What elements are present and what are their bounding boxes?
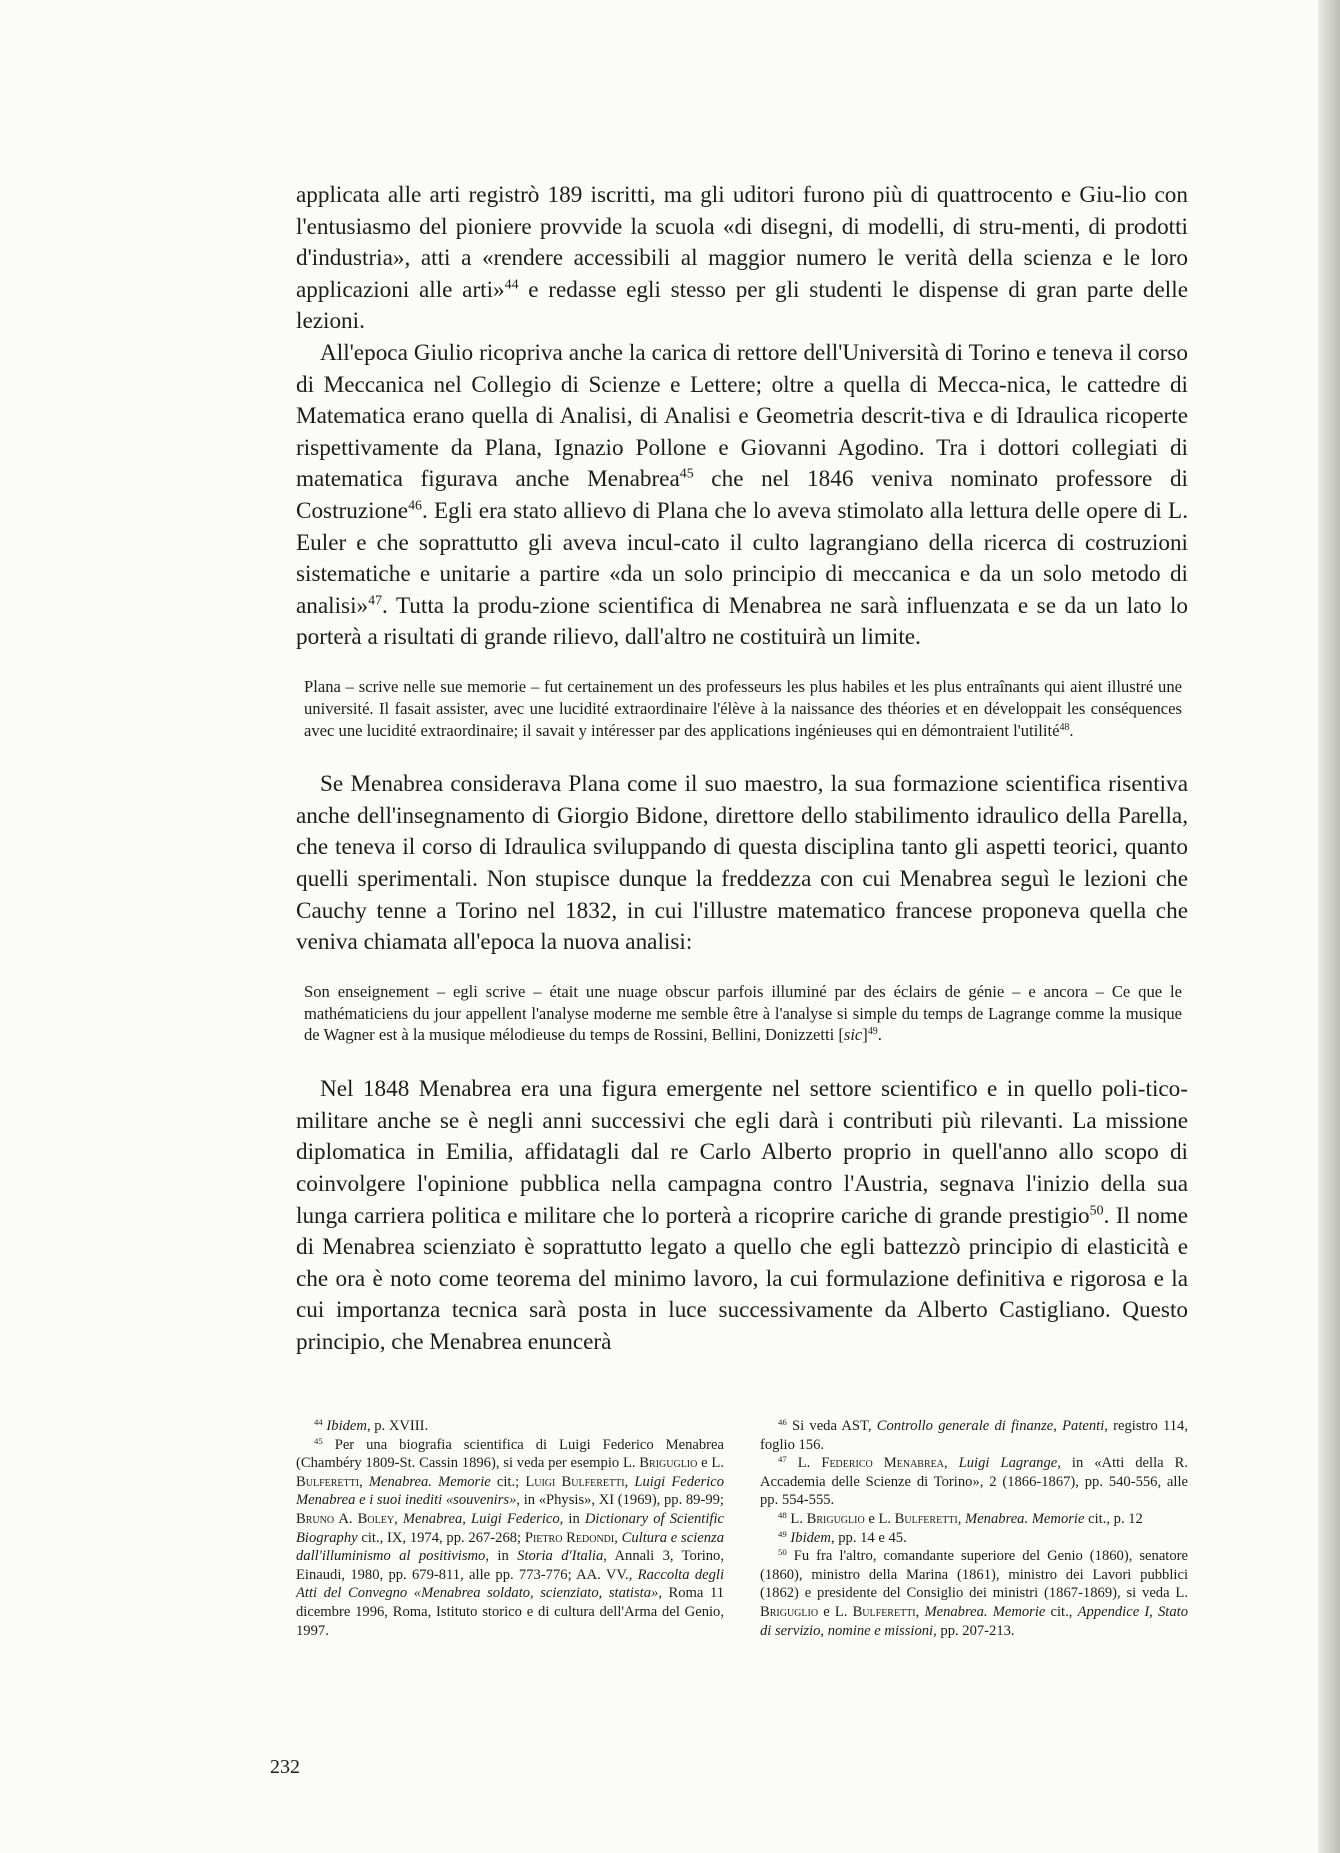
- paragraph-2: All'epoca Giulio ricopriva anche la carica di rettore dell'Università di Torino e teneva il corso di Meccanica nel Collegio di Scienze e Lettere; oltre a quella di Mecca-nica, le cattedre di Matematica erano quella di Analisi, di Analisi e Geometria descrit-tiva e di Idraulica ricoperte rispettivamente da Plana, Ignazio Pollone e Giovanni Agodino. Tra i dottori collegiati di matematica figurava anche Menabrea$^{45}$ che nel 1846 veniva nominato professore di Costruzione$^{46}$. Egli era stato allievo di Plana che lo aveva stimolato alla lettura delle opere di L. Euler e che soprattutto gli aveva incul-cato il culto lagrangiano della ricerca di costruzioni sistematiche e unitarie a partire «da un solo principio di meccanica e da un solo metodo di analisi»$^{47}$. Tutta la produ-zione scientifica di Menabrea ne sarà influenzata e se da un lato lo porterà a risultati di grande rilievo, dall'altro ne costituirà un limite.: [296, 339, 1188, 651]
- footnote-ref-44[interactable]: 44: [504, 277, 519, 293]
- footnotes: [296, 1417, 1188, 1640]
- footnote-48: $^{48}$ L. Briguglio e L. Bulferetti, Menabrea. Memorie cit., p. 12: [778, 1509, 1143, 1527]
- footnote-45: $^{45}$ Per una biografia scientifica di Luigi Federico Menabrea (Chambéry 1809-St. Cassin 1896), si veda per esempio L. Briguglio e L. Bulferetti, Menabrea. Memorie cit.; Luigi Bulferetti, Luigi Federico Menabrea e i suoi inediti «souvenirs», in «Physis», XI (1969), pp. 89-99; Bruno A. Boley, Menabrea, Luigi Federico, in Dictionary of Scientific Biography cit., IX, 1974, pp. 267-268; Pietro Redondi, Cultura e scienza dall'illuminismo al positivismo, in Storia d'Italia, Annali 3, Torino, Einaudi, 1980, pp. 679-811, alle pp. 773-776; AA. VV., Raccolta degli Atti del Convegno «Menabrea soldato, scienziato, statista», Roma 11 dicembre 1996, Roma, Istituto storico e di cultura dell'Arma del Genio, 1997.: [296, 1435, 724, 1639]
- footnote-49: $^{49}$ Ibidem, pp. 14 e 45.: [778, 1528, 907, 1546]
- footnote-ref-46[interactable]: 46: [408, 498, 422, 514]
- block-quote-2: Son enseignement – egli scrive – était une nuage obscur parfois illuminé par des éclairs de génie – e ancora – Ce que le mathématiciens du jour appellent l'analyse moderne me semble être à l'analyse si simple du temps de Lagrange comme la musique de Wagner est à la musique mélodieuse du temps de Rossini, Bellini, Donizzetti [sic]$^{49}$.: [304, 981, 1182, 1045]
- footnote-50: $^{50}$ Fu fra l'altro, comandante superiore del Genio (1860), senatore (1860), ministro della Marina (1861), ministro dei Lavori pubblici (1862) e presidente del Consiglio dei ministri (1867-1869), si veda L. Briguglio e L. Bulferetti, Menabrea. Memorie cit., Appendice I, Stato di servizio, nomine e missioni, pp. 207-213.: [760, 1546, 1188, 1639]
- page-number: 232: [270, 1756, 300, 1778]
- footnotes-column-left: [296, 1417, 724, 1640]
- footnote-46: $^{46}$ Si veda AST, Controllo generale di finanze, Patenti, registro 114, foglio 156.: [760, 1416, 1188, 1453]
- footnote-ref-50[interactable]: 50: [1089, 1203, 1104, 1219]
- paragraph-1: applicata alle arti registrò 189 iscritti, ma gli uditori furono più di quattrocento e Giu-lio con l'entusiasmo del pioniere provvide la scuola «di disegni, di modelli, di stru-menti, di prodotti d'industria», atti a «rendere accessibili al maggior numero le verità della scienza e le loro applicazioni alle arti»$^{44}$ e redasse egli stesso per gli studenti le dispense di gran parte delle lezioni.: [296, 182, 1188, 335]
- footnote-47: $^{47}$ L. Federico Menabrea, Luigi Lagrange, in «Atti della R. Accademia delle Scienze di Torino», 2 (1866-1867), pp. 540-556, alle pp. 554-555.: [760, 1453, 1188, 1509]
- block-quote-1: Plana – scrive nelle sue memorie – fut certainement un des professeurs les plus habiles et les plus entraînants qui aient illustré une université. Il fasait assister, avec une lucidité extraordinaire l'élève à la naissance des théories et en développait les conséquences avec une lucidité extraordinaire; il savait y intéresser par des applications ingénieuses qui en démontraient l'utilité$^{48}$.: [304, 676, 1182, 740]
- paragraph-4: Nel 1848 Menabrea era una figura emergente nel settore scientifico e in quello poli-tico-militare anche se è negli anni successivi che egli darà i contributi più rilevanti. La missione diplomatica in Emilia, affidatagli dal re Carlo Alberto proprio in quell'anno allo scopo di coinvolgere l'opinione pubblica nella campagna contro l'Austria, segnava l'inizio della sua lunga carriera politica e militare che lo porterà a ricoprire cariche di grande prestigio$^{50}$. Il nome di Menabrea scienziato è soprattutto legato a quello che egli battezzò principio di elasticità e che ora è noto come teorema del minimo lavoro, la cui formulazione definitiva e rigorosa e la cui importanza tecnica sarà posta in luce successivamente da Alberto Castigliano. Questo principio, che Menabrea enuncerà: [296, 1076, 1188, 1355]
- main-text: [296, 180, 1188, 654]
- footnote-ref-48[interactable]: 48: [1059, 721, 1070, 733]
- footnote-ref-47[interactable]: 47: [368, 593, 383, 609]
- paragraph-3: Se Menabrea considerava Plana come il suo maestro, la sua formazione scientifica risentiva anche dell'insegnamento di Giorgio Bidone, direttore dello stabilimento idraulico della Parella, che teneva il corso di Idraulica sviluppando di questa disciplina tanto gli aspetti teorici, quanto quelli sperimentali. Non stupisce dunque la freddezza con cui Menabrea seguì le lezioni che Cauchy tenne a Torino nel 1832, in cui l'illustre matematico francese proponeva quella che veniva chiamata all'epoca la nuova analisi:: [296, 771, 1188, 956]
- footnote-44: $^{44}$ Ibidem, p. XVIII.: [314, 1416, 429, 1434]
- footnote-ref-45[interactable]: 45: [679, 467, 694, 482]
- footnotes-column-right: [760, 1417, 1188, 1640]
- page-body: [296, 180, 1188, 1359]
- page-edge-shadow: [1318, 0, 1340, 1853]
- footnote-ref-49[interactable]: 49: [867, 1026, 878, 1038]
